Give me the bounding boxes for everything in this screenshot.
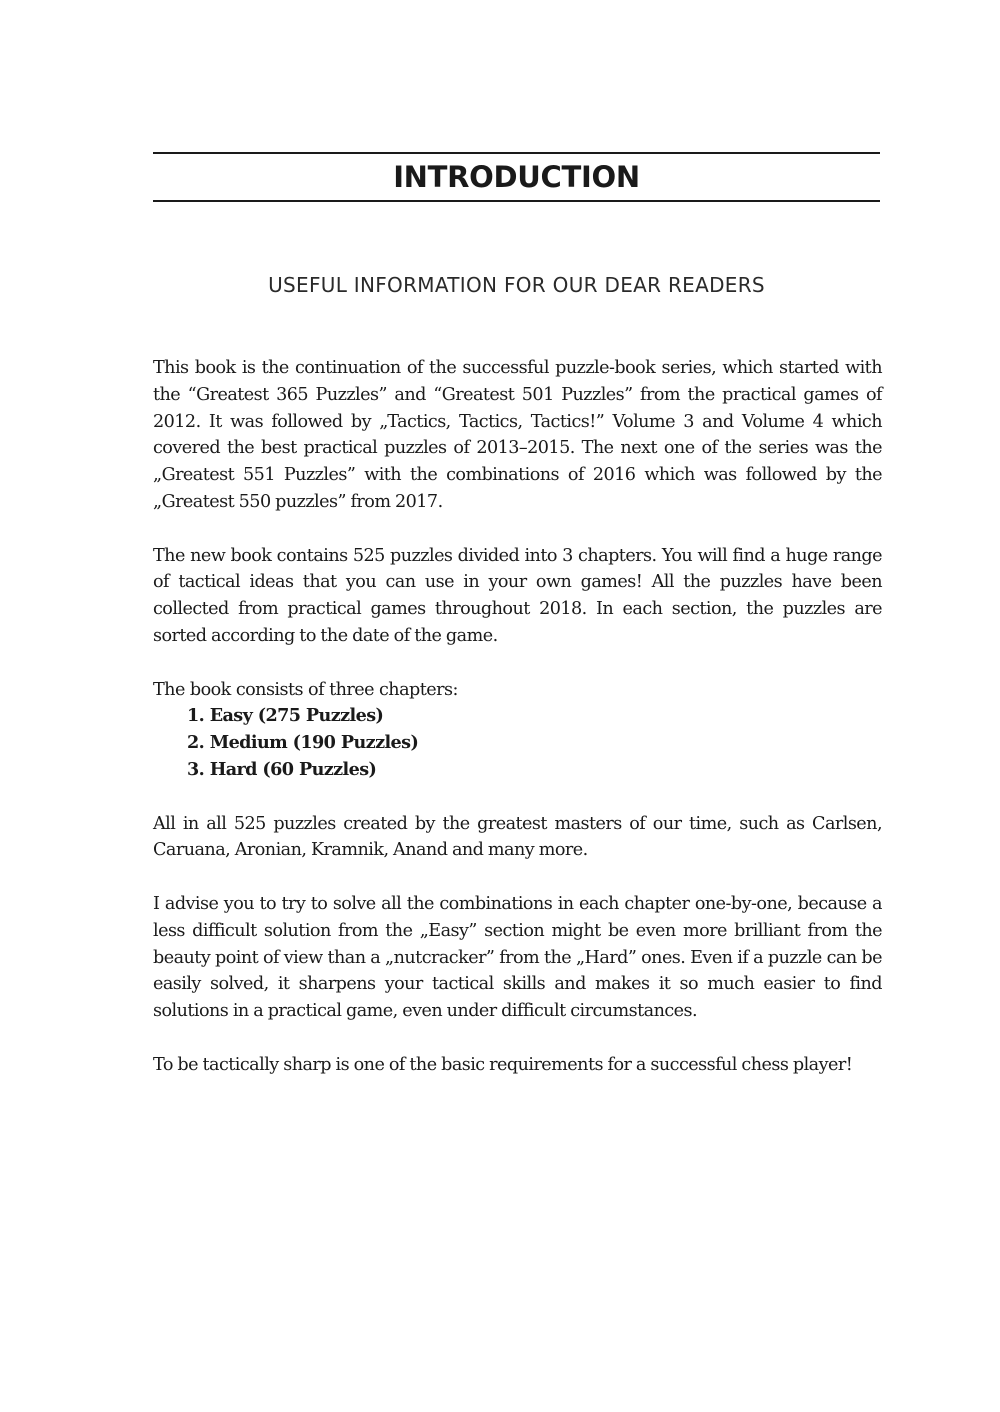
paragraph-series-history: This book is the continuation of the successful puzzle-book series, which started with the “Greatest 365 Puzzles” and “Greatest 501 Puzzles” from the practical games of 2012. It was followed by „Tactics, Tactics, Tactics!” Volume 3 and Volume 4 which covered the best practical puzzles of 2013–2015. The next one of the series was the „Greatest 551 Puzzles” with the combinations of 2016 which was followed by the „Greatest 550 puzzles” from 2017. bbox=[153, 358, 882, 512]
paragraph-advice: I advise you to try to solve all the combinations in each chapter one-by-one, because a less difficult solution from the „Easy” section might be even more brilliant from the beauty point of view than a „nutcracker” from the „Hard” ones. Even if a puzzle can be easily solved, it sharpens your tactical skills and makes it so much easier to find solutions in a practical game, even under difficult circumstances. bbox=[153, 893, 882, 1022]
chapter-item-hard: 3. Hard (60 Puzzles) bbox=[187, 758, 377, 780]
chapter-list bbox=[153, 703, 882, 783]
paragraph-masters: All in all 525 puzzles created by the greatest masters of our time, such as Carlsen, Caruana, Aronian, Kramnik, Anand and many more. bbox=[153, 813, 882, 861]
title-top-rule bbox=[153, 152, 880, 154]
chapters-intro: The book consists of three chapters: bbox=[153, 679, 458, 700]
paragraph-closing: To be tactically sharp is one of the basic requirements for a successful chess player! bbox=[153, 1054, 853, 1075]
paragraph-book-contents: The new book contains 525 puzzles divided into 3 chapters. You will find a huge range of tactical ideas that you can use in your own games! All the puzzles have been collected from practical games throughout 2018. In each section, the puzzles are sorted according to the date of the game. bbox=[153, 545, 882, 646]
body-text bbox=[153, 355, 882, 1105]
chapter-title: INTRODUCTION bbox=[393, 160, 640, 194]
chapter-item-medium: 2. Medium (190 Puzzles) bbox=[187, 732, 419, 754]
chapter-item-easy: 1. Easy (275 Puzzles) bbox=[187, 705, 384, 727]
title-bottom-rule bbox=[153, 200, 880, 202]
section-subtitle: USEFUL INFORMATION FOR OUR DEAR READERS bbox=[268, 273, 765, 297]
